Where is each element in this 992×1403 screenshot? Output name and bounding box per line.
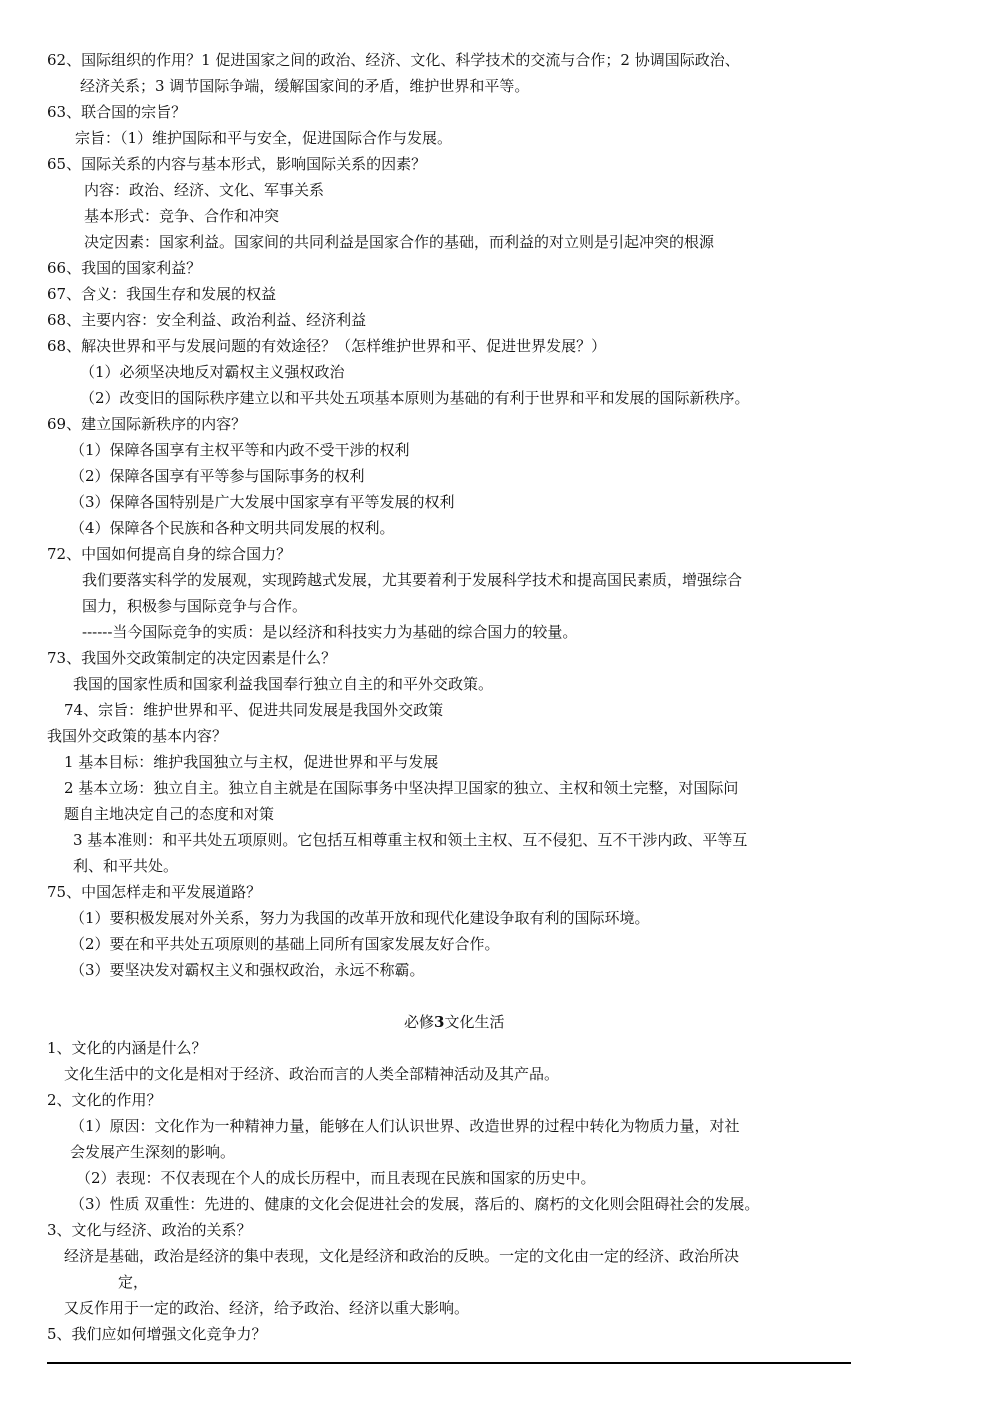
c2-item1-line2: 会发展产生深刻的影响。 bbox=[70, 1143, 236, 1161]
policy-item2-line2: 题自主地决定自己的态度和对策 bbox=[64, 805, 275, 823]
c3-heading: 3、文化与经济、政治的关系？ bbox=[47, 1221, 252, 1239]
c5-heading: 5、我们应如何增强文化竞争力？ bbox=[47, 1325, 267, 1343]
q62-line1: 62、国际组织的作用？1 促进国家之间的政治、经济、文化、科学技术的交流与合作；2 协调国际政治、 bbox=[47, 51, 740, 69]
q68b-item1: （1）必须坚决地反对霸权主义强权政治 bbox=[80, 363, 345, 381]
page-footer-rule bbox=[47, 1362, 851, 1364]
q73-answer: 我国的国家性质和国家利益我国奉行独立自主的和平外交政策。 bbox=[73, 675, 494, 693]
policy-item3-line1: 3 基本准则：和平共处五项原则。它包括互相尊重主权和领土主权、互不侵犯、互不干涉内政、平等互 bbox=[73, 831, 748, 849]
policy-item3-line2: 利、和平共处。 bbox=[73, 857, 179, 875]
c2-item1-line1: （1）原因：文化作为一种精神力量，能够在人们认识世界、改造世界的过程中转化为物质力量，对社 bbox=[70, 1117, 740, 1135]
q75-item3: （3）要坚决发对霸权主义和强权政治，永远不称霸。 bbox=[70, 961, 425, 979]
q74-line: 74、宗旨：维护世界和平、促进共同发展是我国外交政策 bbox=[64, 701, 444, 719]
c2-heading: 2、文化的作用？ bbox=[47, 1091, 162, 1109]
q72-answer-line2: 国力，积极参与国际竞争与合作。 bbox=[82, 597, 308, 615]
q69-item3: （3）保障各国特别是广大发展中国家享有平等发展的权利 bbox=[70, 493, 455, 511]
q68b-item2: （2）改变旧的国际秩序建立以和平共处五项基本原则为基础的有利于世界和平和发展的国际新秩序。 bbox=[80, 389, 750, 407]
c2-item3: （3）性质 双重性：先进的、健康的文化会促进社会的发展，落后的、腐朽的文化则会阻碍社会的发展。 bbox=[70, 1195, 760, 1213]
q69-item4: （4）保障各个民族和各种文明共同发展的权利。 bbox=[70, 519, 395, 537]
q68b-heading: 68、解决世界和平与发展问题的有效途径？（怎样维护世界和平、促进世界发展？） bbox=[47, 337, 607, 355]
q69-heading: 69、建立国际新秩序的内容？ bbox=[47, 415, 247, 433]
q69-item2: （2）保障各国享有平等参与国际事务的权利 bbox=[70, 467, 365, 485]
q63-heading: 63、联合国的宗旨？ bbox=[47, 103, 187, 121]
q65-content: 内容：政治、经济、文化、军事关系 bbox=[84, 181, 325, 199]
foreign-policy-heading: 我国外交政策的基本内容？ bbox=[47, 727, 228, 745]
q67-line: 67、含义：我国生存和发展的权益 bbox=[47, 285, 277, 303]
section-title: 必修3文化生活 bbox=[404, 1013, 505, 1031]
q72-heading: 72、中国如何提高自身的综合国力？ bbox=[47, 545, 292, 563]
c3-answer-line1: 经济是基础，政治是经济的集中表现，文化是经济和政治的反映。一定的文化由一定的经济、政治所决 bbox=[64, 1247, 740, 1265]
q65-forms: 基本形式：竞争、合作和冲突 bbox=[84, 207, 280, 225]
q72-answer-line1: 我们要落实科学的发展观，实现跨越式发展，尤其要着利于发展科学技术和提高国民素质，增强综合 bbox=[82, 571, 743, 589]
c3-answer-line3: 又反作用于一定的政治、经济，给予政治、经济以重大影响。 bbox=[64, 1299, 470, 1317]
q62-line2: 经济关系；3 调节国际争端，缓解国家间的矛盾，维护世界和平等。 bbox=[80, 77, 530, 95]
policy-item2-line1: 2 基本立场：独立自主。独立自主就是在国际事务中坚决捍卫国家的独立、主权和领土完整，对国际问 bbox=[64, 779, 739, 797]
q75-item1: （1）要积极发展对外关系，努力为我国的改革开放和现代化建设争取有利的国际环境。 bbox=[70, 909, 650, 927]
q73-heading: 73、我国外交政策制定的决定因素是什么？ bbox=[47, 649, 337, 667]
c2-item2: （2）表现：不仅表现在个人的成长历程中，而且表现在民族和国家的历史中。 bbox=[76, 1169, 596, 1187]
c1-answer: 文化生活中的文化是相对于经济、政治而言的人类全部精神活动及其产品。 bbox=[64, 1065, 560, 1083]
c3-answer-line2: 定， bbox=[118, 1273, 149, 1291]
q66-heading: 66、我国的国家利益？ bbox=[47, 259, 202, 277]
policy-item1: 1 基本目标：维护我国独立与主权，促进世界和平与发展 bbox=[64, 753, 439, 771]
q65-factors: 决定因素：国家利益。国家间的共同利益是国家合作的基础，而利益的对立则是引起冲突的根源 bbox=[84, 233, 715, 251]
q68-line: 68、主要内容：安全利益、政治利益、经济利益 bbox=[47, 311, 367, 329]
q63-answer: 宗旨：（1）维护国际和平与安全，促进国际合作与发展。 bbox=[75, 129, 453, 147]
q75-heading: 75、中国怎样走和平发展道路？ bbox=[47, 883, 262, 901]
q75-item2: （2）要在和平共处五项原则的基础上同所有国家发展友好合作。 bbox=[70, 935, 500, 953]
q72-essence: ------当今国际竞争的实质：是以经济和科技实力为基础的综合国力的较量。 bbox=[82, 623, 578, 641]
c1-heading: 1、文化的内涵是什么？ bbox=[47, 1039, 207, 1057]
q65-heading: 65、国际关系的内容与基本形式，影响国际关系的因素？ bbox=[47, 155, 427, 173]
q69-item1: （1）保障各国享有主权平等和内政不受干涉的权利 bbox=[70, 441, 410, 459]
